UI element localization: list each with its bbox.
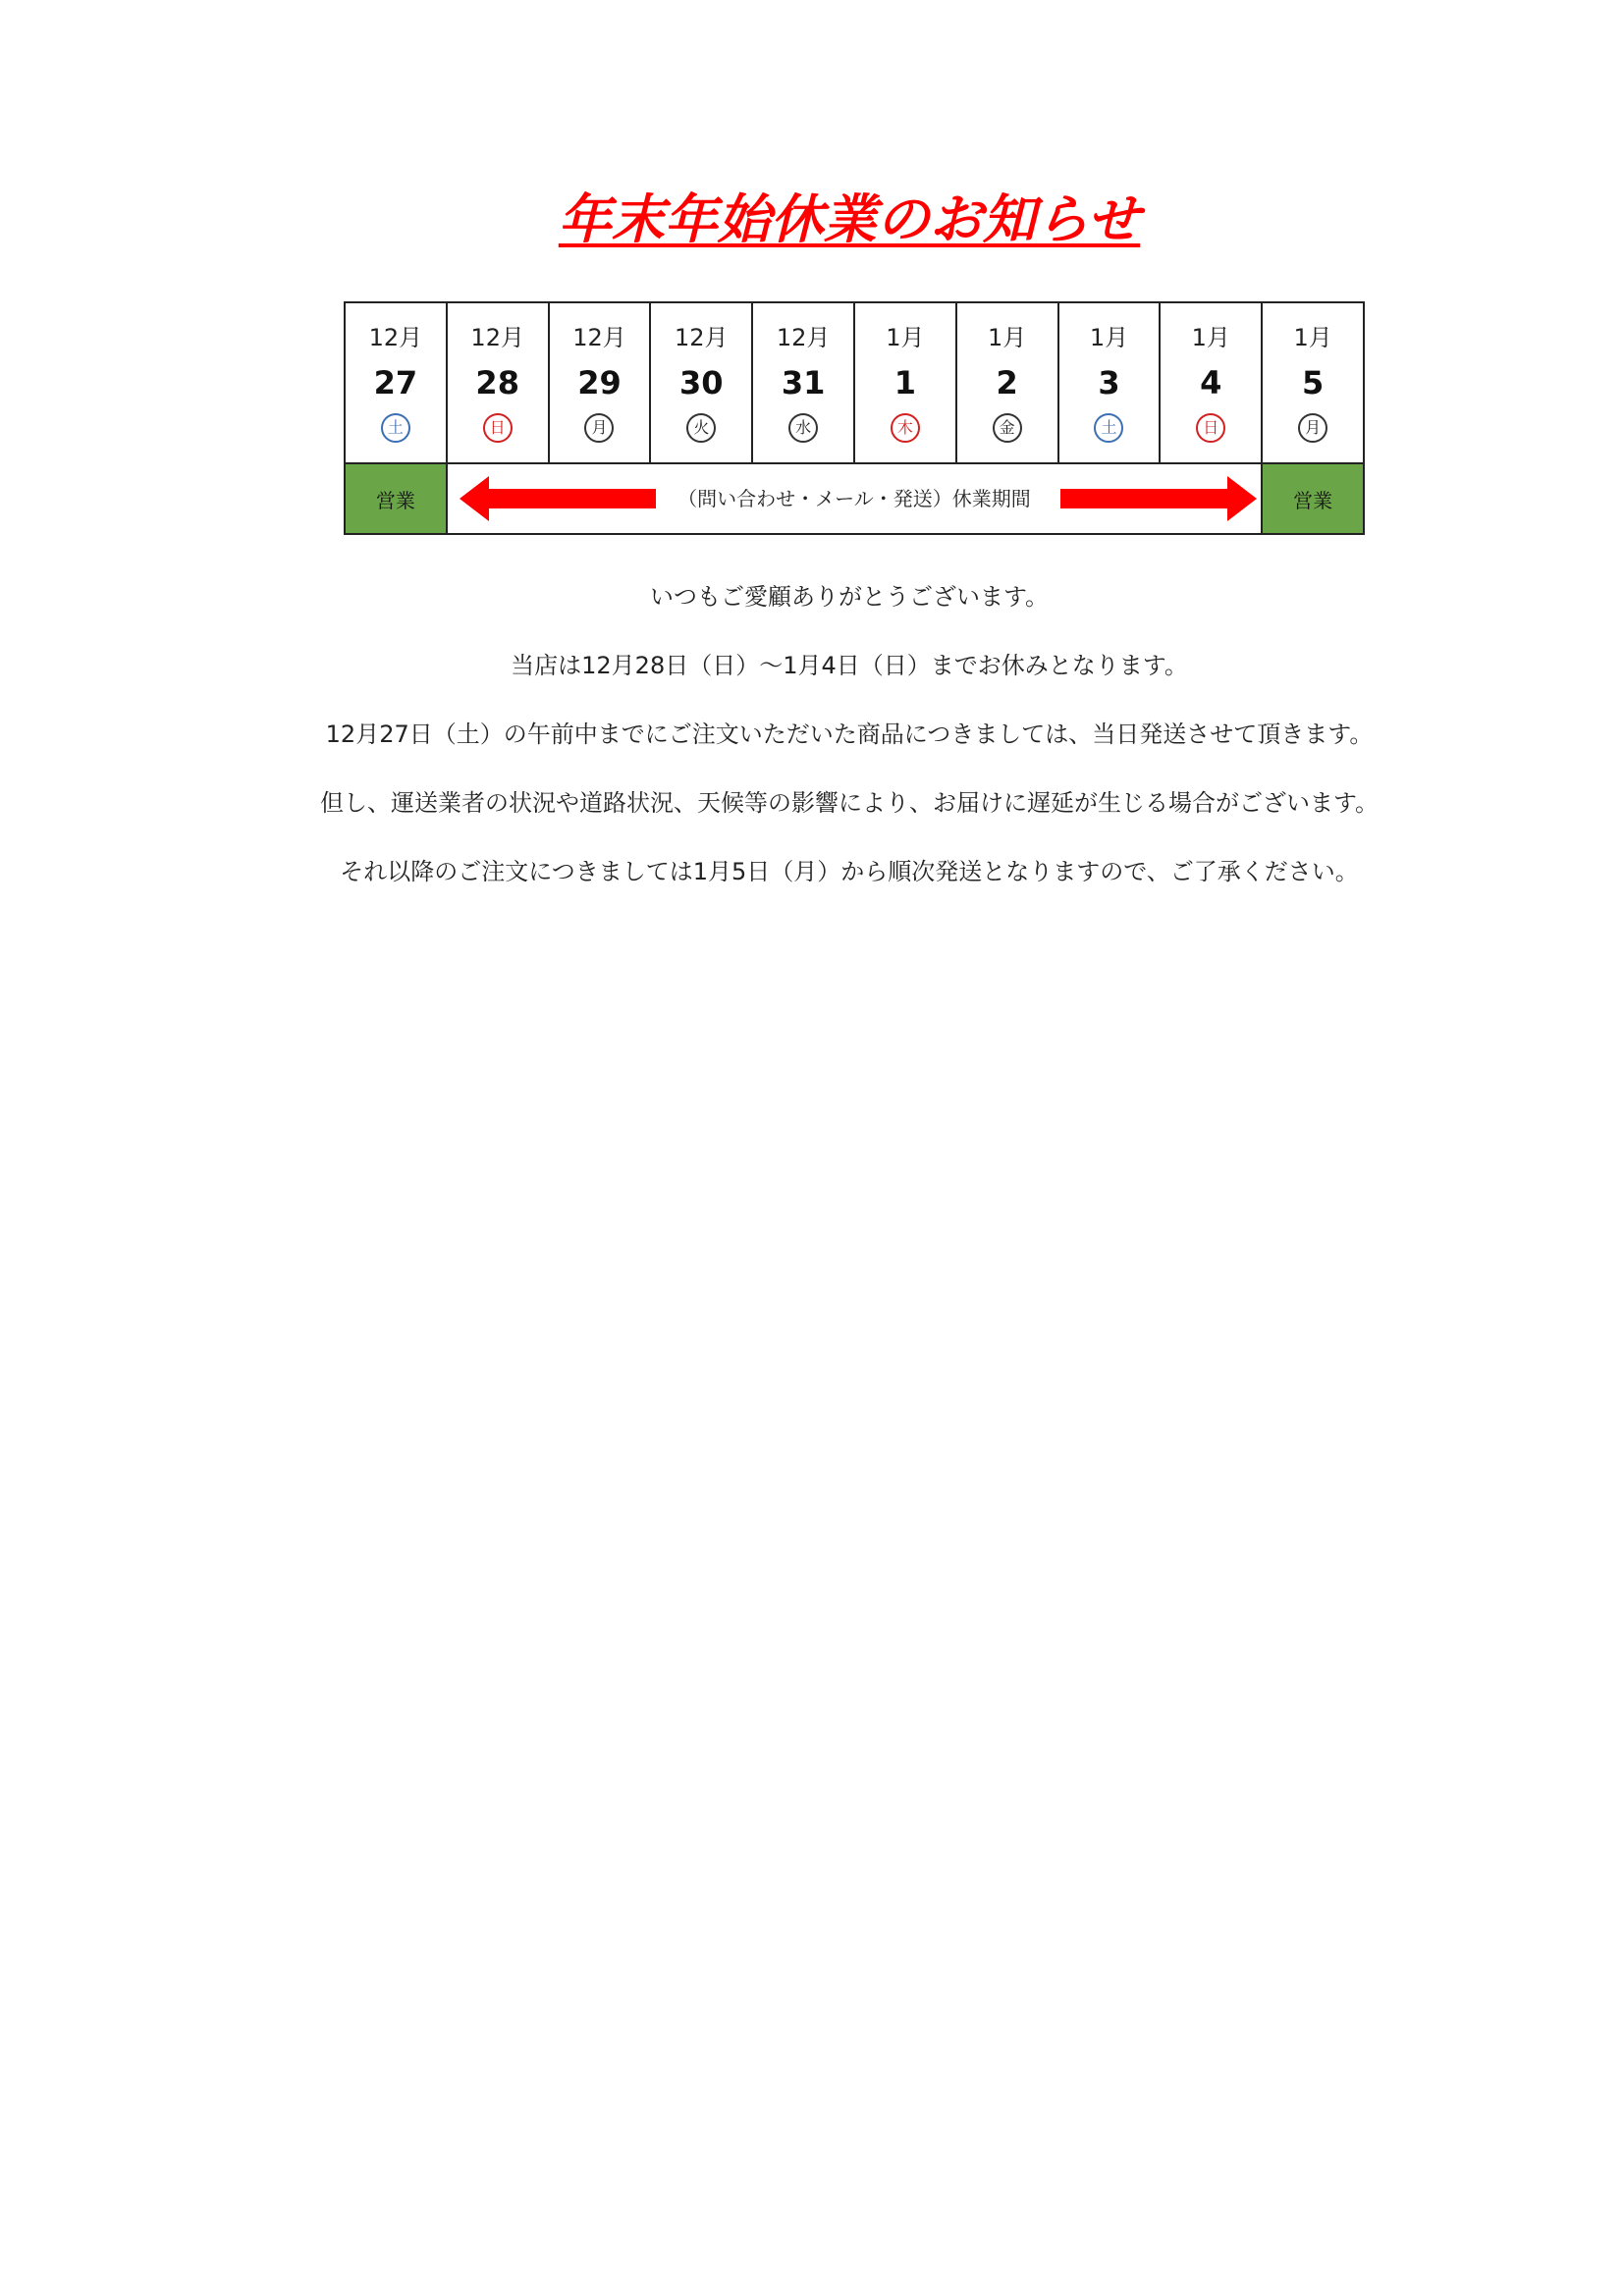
calendar-day [752,302,854,463]
page-title [0,185,1624,255]
notice-paragraph: それ以降のご注文につきましては1月5日（月）から順次発送となりますので、ご了承ください。 [340,858,1359,885]
calendar-date: 2 [996,364,1018,401]
calendar-day [1262,302,1364,463]
calendar-month: 12月 [368,324,423,351]
holiday-calendar [344,301,1365,535]
closed-period-cell [447,463,1262,534]
calendar-day [345,302,447,463]
calendar-date: 5 [1301,364,1325,401]
calendar-month: 1月 [886,324,925,351]
calendar-month: 1月 [1191,324,1230,351]
calendar-day [650,302,752,463]
open-status-cell: 営業 [1262,463,1364,534]
calendar-day [1160,302,1262,463]
calendar-day [1058,302,1161,463]
weekday-badge: 水 [788,413,818,443]
weekday-badge: 木 [891,413,920,443]
calendar-day [956,302,1058,463]
weekday-badge: 日 [483,413,513,443]
calendar-date: 28 [475,364,519,401]
calendar-month: 12月 [675,324,729,351]
calendar-day [549,302,651,463]
weekday-badge: 金 [993,413,1022,443]
page-title-text: 年末年始休業のお知らせ [558,188,1141,250]
notice-paragraph: 但し、運送業者の状況や道路状況、天候等の影響により、お届けに遅延が生じる場合がございます。 [319,789,1380,817]
calendar-month: 12月 [572,324,626,351]
calendar-date: 4 [1200,364,1222,401]
notice-paragraph: いつもご愛顧ありがとうございます。 [649,583,1050,611]
calendar-month: 1月 [988,324,1027,351]
weekday-badge: 月 [1298,413,1327,443]
calendar-status-row [345,463,1364,534]
calendar-days-row [345,302,1364,463]
notice-paragraph: 当店は12月28日（日）～1月4日（日）までお休みとなります。 [511,652,1188,679]
calendar-date: 29 [577,364,622,401]
calendar-month: 1月 [1293,324,1332,351]
calendar-date: 30 [679,364,724,401]
calendar-date: 27 [373,364,418,401]
open-status-cell: 営業 [345,463,447,534]
weekday-badge: 土 [1094,413,1123,443]
weekday-badge: 月 [584,413,614,443]
notice-paragraph: 12月27日（土）の午前中までにご注文いただいた商品につきましては、当日発送させて頂きます。 [325,721,1374,748]
calendar-month: 12月 [776,324,831,351]
weekday-badge: 火 [686,413,716,443]
calendar-month: 12月 [470,324,524,351]
arrow-right-icon [1060,476,1257,521]
weekday-badge: 日 [1196,413,1225,443]
calendar-month: 1月 [1089,324,1129,351]
calendar-date: 31 [781,364,826,401]
calendar-day [447,302,549,463]
calendar-date: 3 [1098,364,1120,401]
calendar-day [854,302,956,463]
calendar-date: 1 [893,364,917,401]
closed-period-label: （問い合わせ・メール・発送）休業期間 [677,487,1031,510]
weekday-badge: 土 [381,413,410,443]
